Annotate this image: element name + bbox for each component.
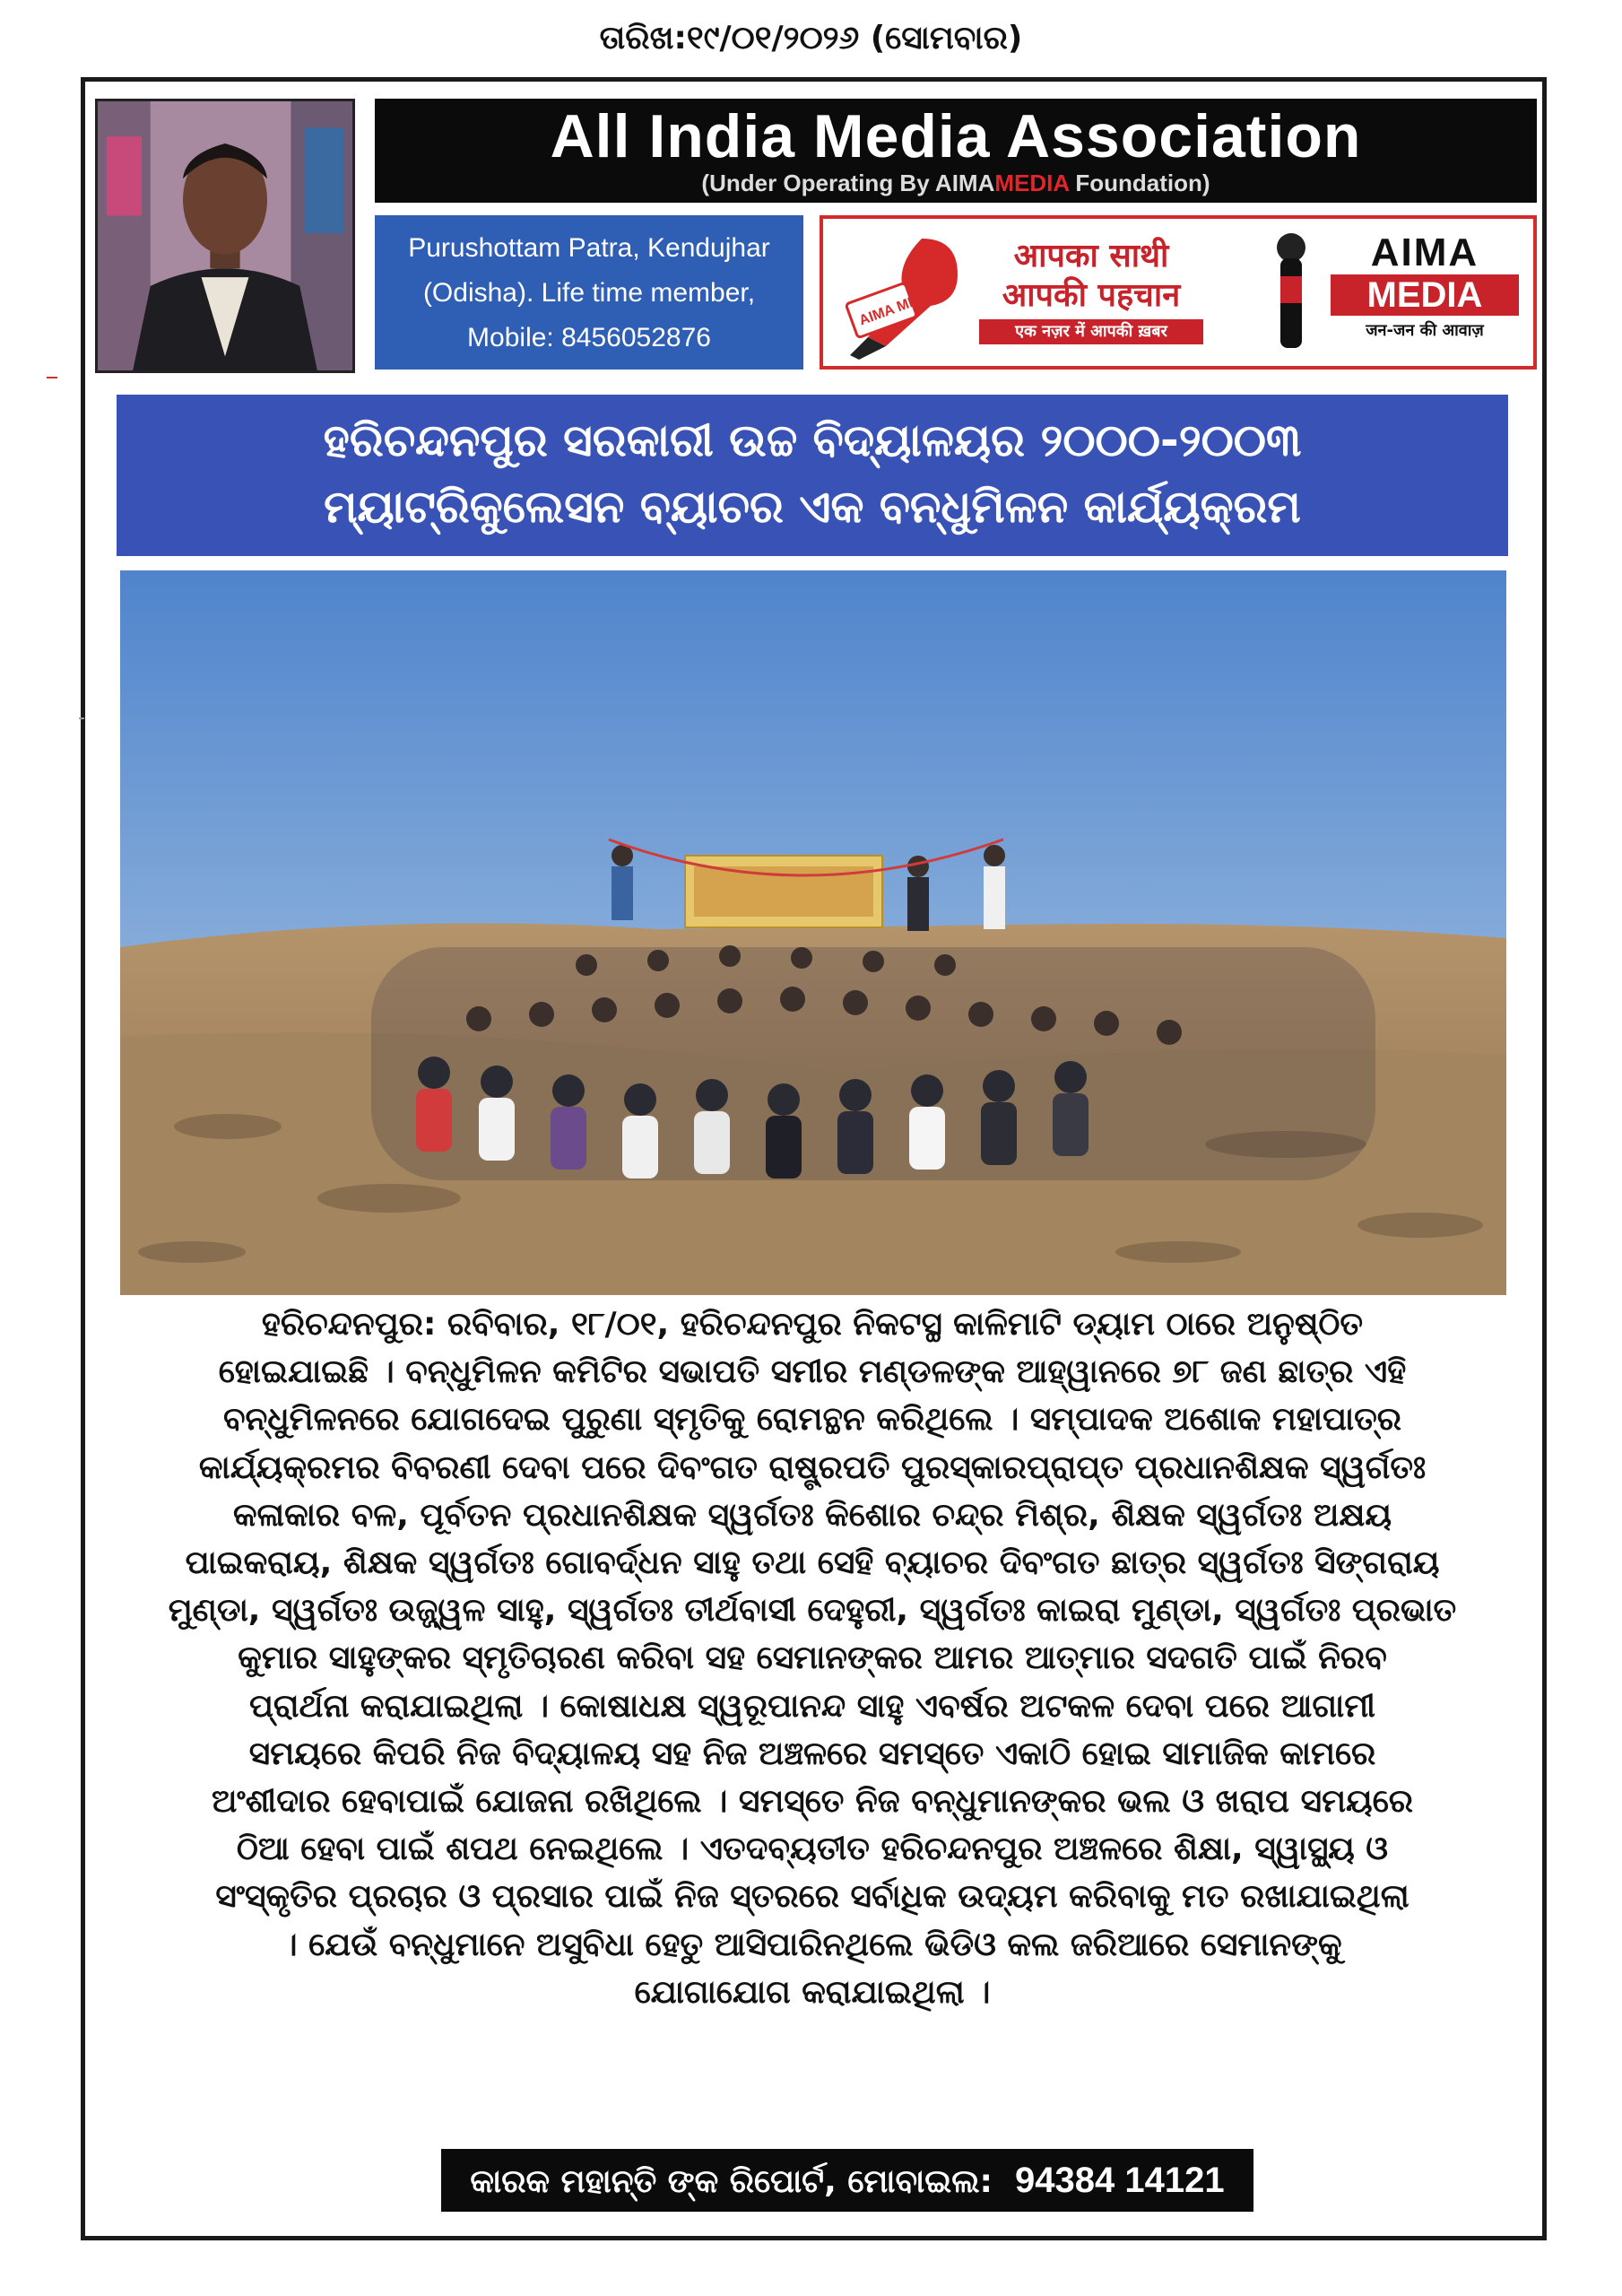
- body-line: ଠିଆ ହେବା ପାଇଁ ଶପଥ ନେଇଥିଲେ । ଏତଦବ୍ୟତୀତ ହରିଚନ୍ଦନପୁର ଅଞ୍ଚଳରେ ଶିକ୍ଷା, ସ୍ୱାସ୍ଥ୍ୟ ଓ: [236, 1831, 1389, 1868]
- subtitle-prefix: (Under Operating By AIMA: [701, 170, 995, 196]
- subtitle-highlight: MEDIA: [994, 170, 1070, 196]
- microphone-icon: [832, 230, 967, 360]
- article-body: [117, 1300, 1508, 2016]
- group-photo: [120, 570, 1506, 1295]
- article-headline: [117, 395, 1508, 556]
- headline-line-2: ମ୍ୟାଟ୍ରିକୁଲେସନ ବ୍ୟାଚର ଏକ ବନ୍ଧୁମିଳନ କାର୍ଯ୍ୟକ୍ରମ: [324, 481, 1301, 533]
- member-mobile-line: Mobile: 8456052876: [467, 323, 711, 352]
- mic-label: AIMA MEDIA: [856, 284, 944, 329]
- association-title: All India Media Association: [550, 102, 1362, 170]
- margin-mark: [79, 718, 84, 719]
- body-line: ହୋଇଯାଇଛି । ବନ୍ଧୁମିଳନ କମିଟିର ସଭାପତି ସମୀର ମଣ୍ଡଳଙ୍କ ଆହ୍ୱାନରେ ୭୮ ଜଣ ଛାତ୍ର ଏହି: [218, 1353, 1407, 1391]
- logo-aima: AIMA: [1370, 230, 1479, 274]
- body-line: କୁମାର ସାହୁଙ୍କର ସ୍ମୃତିଚାରଣ କରିବା ସହ ସେମାନଙ୍କର ଆମର ଆତ୍ମାର ସଦଗତି ପାଇଁ ନିରବ: [238, 1639, 1387, 1677]
- body-line: ଅଂଶୀଦାର ହେବାପାଇଁ ଯୋଜନା ରଖିଥିଲେ । ସମସ୍ତେ ନିଜ ବନ୍ଧୁମାନଙ୍କର ଭଲ ଓ ଖରାପ ସମୟରେ: [211, 1783, 1414, 1821]
- logo-tagline: जन-जन की आवाज़: [1366, 321, 1484, 340]
- association-banner: [375, 99, 1537, 203]
- slogan-line-2: आपकी पहचान: [1002, 277, 1181, 314]
- member-info-box: [375, 215, 803, 370]
- body-line: ବନ୍ଧୁମିଳନରେ ଯୋଗଦେଇ ପୁରୁଣା ସ୍ମୃତିକୁ ରୋମନ୍ଥନ କରିଥିଲେ । ସମ୍ପାଦକ ଅଶୋକ ମହାପାତ୍ର: [222, 1401, 1402, 1439]
- slogan-line-3: एक नज़र में आपकी ख़बर: [979, 319, 1203, 344]
- logo-media: MEDIA: [1331, 274, 1519, 316]
- body-line: କଳାକାର ବଳ, ପୂର୍ବତନ ପ୍ରଧାନଶିକ୍ଷକ ସ୍ୱର୍ଗତଃ କିଶୋର ଚନ୍ଦ୍ର ମିଶ୍ର, ଶିକ୍ଷକ ସ୍ୱର୍ଗତଃ ଅକ୍ଷୟ: [232, 1496, 1392, 1534]
- body-line: କାର୍ଯ୍ୟକ୍ରମର ବିବରଣୀ ଦେବା ପରେ ଦିବଂଗତ ରାଷ୍ଟ୍ରପତି ପୁରସ୍କାରପ୍ରାପ୍ତ ପ୍ରଧାନଶିକ୍ଷକ ସ୍ୱର୍ଗତଃ: [198, 1448, 1427, 1486]
- reporter-label: କାରକ ମହାନ୍ତି ଙ୍କ ରିପୋର୍ଟ, ମୋବାଇଲ:: [470, 2163, 993, 2200]
- advert-slogan: [979, 237, 1203, 344]
- body-line: ସମୟରେ କିପରି ନିଜ ବିଦ୍ୟାଳୟ ସହ ନିଜ ଅଞ୍ଚଳରେ ସମସ୍ତେ ଏକାଠି ହୋଇ ସାମାଜିକ କାମରେ: [248, 1735, 1376, 1772]
- aima-media-advert: [820, 215, 1537, 370]
- body-line: ପ୍ରାର୍ଥନା କରାଯାଇଥିଲା । କୋଷାଧକ୍ଷ ସ୍ୱରୂପାନନ୍ଦ ସାହୁ ଏବର୍ଷର ଅଟକଳ ଦେବା ପରେ ଆଗାମୀ: [248, 1687, 1376, 1725]
- body-line: ହରିଚନ୍ଦନପୁର: ରବିବାର, ୧୮/୦୧, ହରିଚନ୍ଦନପୁର ନିକଟସ୍ଥ କାଳିମାଟି ଡ୍ୟାମ ଠାରେ ଅନୁଷ୍ଠିତ: [261, 1306, 1364, 1343]
- date-line: ତାରିଖ:୧୯/୦୧/୨୦୨୬ (ସୋମବାର): [599, 20, 1023, 57]
- body-line: ଯୋଗାଯୋଗ କରାଯାଇଥିଲା ।: [634, 1973, 991, 2011]
- association-subtitle: [375, 170, 1537, 196]
- reporter-number: 94384 14121: [1015, 2161, 1225, 2200]
- body-line: ପାଇକରାୟ, ଶିକ୍ଷକ ସ୍ୱର୍ଗତଃ ଗୋବର୍ଦ୍ଧନ ସାହୁ ତଥା ସେହି ବ୍ୟାଚର ଦିବଂଗତ ଛାତ୍ର ସ୍ୱର୍ଗତଃ ସିଙ୍ଗରାୟ: [185, 1544, 1440, 1582]
- slogan-line-1: आपका साथी: [1013, 238, 1169, 274]
- handheld-mic-icon: [1264, 231, 1318, 357]
- aima-media-logo: [1331, 231, 1519, 357]
- subtitle-suffix: Foundation): [1069, 170, 1210, 196]
- member-name-line: Purushottam Patra, Kendujhar: [408, 233, 770, 263]
- margin-mark: [47, 377, 57, 378]
- body-line: । ଯେଉଁ ବନ୍ଧୁମାନେ ଅସୁବିଧା ହେତୁ ଆସିପାରିନଥିଲେ ଭିଡିଓ କଲ ଜରିଆରେ ସେମାନଙ୍କୁ: [282, 1926, 1342, 1963]
- reporter-credit: [441, 2149, 1253, 2212]
- headline-line-1: ହରିଚନ୍ଦନପୁର ସରକାରୀ ଉଚ୍ଚ ବିଦ୍ୟାଳୟର ୨୦୦୦-୨୦୦୩: [323, 414, 1302, 466]
- body-line: ମୁଣ୍ଡା, ସ୍ୱର୍ଗତଃ ଉଜ୍ଜ୍ୱଳ ସାହୁ, ସ୍ୱର୍ଗତଃ ତୀର୍ଥବାସୀ ଦେହୁରୀ, ସ୍ୱର୍ଗତଃ କାଇରା ମୁଣ୍ଡା, ସ୍ୱର୍ଗତଃ ପ୍ରଭାତ: [168, 1592, 1457, 1630]
- member-status-line: (Odisha). Life time member,: [422, 278, 756, 308]
- body-line: ସଂସ୍କୃତିର ପ୍ରଚାର ଓ ପ୍ରସାର ପାଇଁ ନିଜ ସ୍ତରରେ ସର୍ବାଧିକ ଉଦ୍ୟମ କରିବାକୁ ମତ ରଖାଯାଇଥିଲା: [215, 1878, 1409, 1916]
- member-portrait: [95, 99, 355, 373]
